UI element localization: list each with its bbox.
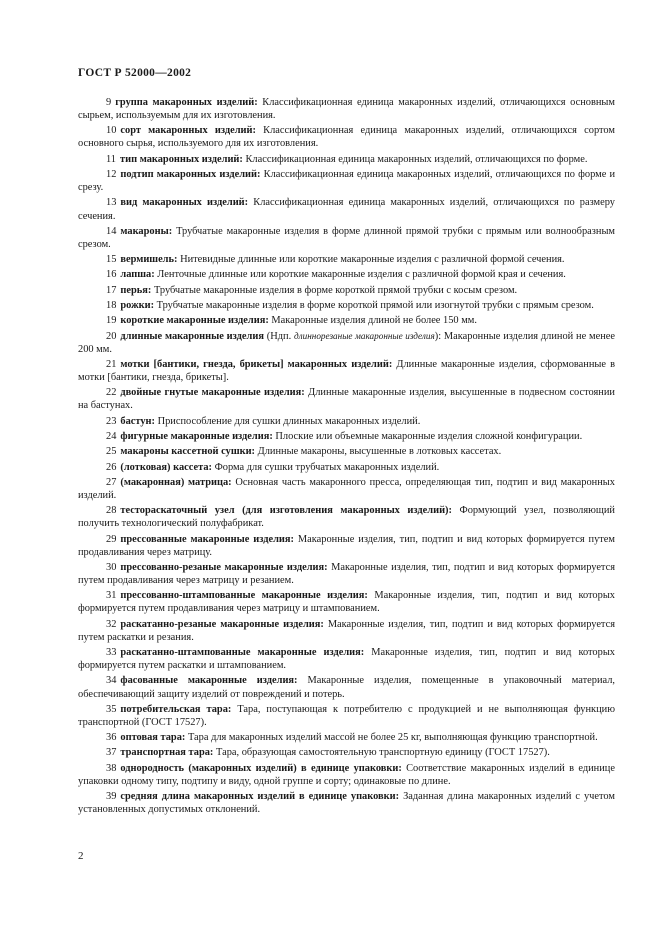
term-entry: [78, 646, 615, 672]
term-number: 11: [106, 153, 117, 165]
term-definition: Ленточные длинные или короткие макаронные изделия с различной формой края и сечения.: [154, 269, 566, 281]
term-entry: [78, 225, 615, 251]
term-entry: [78, 703, 615, 729]
term-deprecated-note: длиннорезаные макаронные изделия: [293, 330, 435, 341]
term-number: 36: [106, 732, 117, 744]
term-number: 26: [106, 461, 117, 473]
term-entry: [78, 504, 615, 530]
term-entry: [78, 790, 615, 816]
term-name: прессованно-резаные макаронные изделия:: [120, 561, 328, 573]
term-name: прессованные макаронные изделия:: [120, 533, 295, 545]
term-name: двойные гнутые макаронные изделия:: [120, 387, 305, 399]
term-definition: Тара, образующая самостоятельную транспортную единицу (ГОСТ 17527).: [213, 747, 550, 759]
term-definition: Макаронные изделия, тип, подтип и вид которых формируется путем продавливания через матрицу.: [78, 533, 615, 558]
term-number: 32: [106, 618, 117, 630]
term-entry: [78, 153, 615, 166]
term-entry: [78, 196, 615, 222]
term-entry: [78, 268, 615, 281]
term-entry: [78, 284, 615, 297]
term-name: вид макаронных изделий:: [120, 197, 249, 209]
term-entry: [78, 330, 615, 356]
term-entry: [78, 358, 615, 384]
term-definition: Макаронные изделия, тип, подтип и вид которых формируется путем раскатки и штампованием.: [78, 647, 615, 672]
term-definition: Макаронные изделия длиной не более 150 мм.: [268, 315, 477, 327]
term-name: (лотковая) кассета:: [120, 461, 212, 473]
term-definition: Макаронные изделия, тип, подтип и вид которых формируется путем продавливания через матрицу и резанием.: [78, 561, 615, 587]
term-entry: [78, 415, 615, 428]
term-number: 31: [106, 590, 117, 602]
term-number: 38: [106, 762, 117, 774]
terms-list: [78, 96, 615, 819]
term-definition: Трубчатые макаронные изделия в форме короткой прямой трубки с косым срезом.: [151, 284, 518, 296]
term-entry: [78, 746, 615, 759]
term-entry: [78, 386, 615, 412]
term-name: бастун:: [120, 415, 156, 427]
term-definition: Основная часть макаронного пресса, определяющая тип, подтип и вид макаронных изделий.: [78, 476, 615, 501]
term-number: 10: [106, 125, 117, 137]
term-entry: [78, 476, 615, 502]
term-name: (макаронная) матрица:: [120, 476, 232, 488]
term-number: 23: [106, 415, 117, 427]
term-definition: Макаронные изделия, тип, подтип и вид которых формируется путем раскатки и резания.: [78, 618, 615, 643]
term-number: 27: [106, 476, 117, 488]
term-number: 33: [106, 647, 117, 659]
term-definition: Длинные макаронные изделия, высушенные в подвесном состоянии на бастунах.: [78, 387, 615, 412]
term-number: 37: [106, 747, 117, 759]
term-name: однородность (макаронных изделий) в единице упаковки:: [120, 762, 402, 774]
term-name: раскатанно-резаные макаронные изделия:: [120, 618, 324, 630]
term-entry: [78, 762, 615, 788]
term-entry: [78, 299, 615, 312]
term-entry: [78, 618, 615, 644]
term-number: 18: [106, 300, 117, 311]
term-number: 39: [106, 791, 117, 803]
term-definition: Классификационная единица макаронных изделий, отличающихся по форме и срезу.: [78, 169, 616, 194]
term-definition: Тара, поступающая к потребителю с продукцией и не выполняющая функцию транспортной (ГОСТ 17527).: [78, 703, 615, 728]
term-number: 13: [106, 197, 117, 209]
term-definition: ): Макаронные изделия длиной не менее 200 мм.: [78, 330, 615, 355]
term-number: 12: [106, 169, 117, 181]
term-definition: Длинные макаронные изделия, сформованные в мотки [бантики, гнезда, брикеты].: [78, 358, 615, 384]
term-entry: [78, 124, 615, 150]
page-number: 2: [78, 850, 84, 862]
term-name: подтип макаронных изделий:: [120, 169, 261, 181]
term-entry: [78, 253, 615, 266]
term-number: 16: [106, 269, 117, 281]
term-number: 19: [106, 315, 117, 327]
term-number: 20: [106, 330, 117, 342]
term-entry: [78, 314, 615, 327]
term-name: длинные макаронные изделия: [120, 330, 264, 342]
term-name: транспортная тара:: [120, 747, 214, 759]
term-number: 22: [106, 387, 117, 399]
term-entry: [78, 533, 615, 559]
document-header: ГОСТ Р 52000—2002: [78, 67, 192, 79]
term-name: рожки:: [120, 300, 155, 311]
term-number: 28: [106, 505, 117, 517]
term-name: тип макаронных изделий:: [120, 153, 243, 165]
term-number: 24: [106, 430, 117, 442]
term-definition: Классификационная единица макаронных изделий, отличающихся по форме.: [242, 153, 588, 165]
term-entry: [78, 589, 615, 615]
term-name: оптовая тара:: [120, 732, 186, 744]
term-definition: Заданная длина макаронных изделий с учетом установленных допустимых отклонений.: [78, 791, 615, 816]
term-name: группа макаронных изделий:: [115, 97, 258, 108]
term-name: тестораскаточный узел (для изготовления макаронных изделий):: [120, 505, 452, 517]
term-name: перья:: [120, 284, 152, 296]
term-definition: Трубчатые макаронные изделия в форме короткой прямой или изогнутой трубки с прямым срезом.: [154, 300, 594, 311]
term-number: 29: [106, 533, 117, 545]
term-number: 15: [106, 254, 117, 266]
term-entry: [78, 731, 615, 744]
term-entry: [78, 461, 615, 474]
term-definition: Приспособление для сушки длинных макаронных изделий.: [155, 415, 421, 427]
term-name: фигурные макаронные изделия:: [120, 430, 273, 442]
term-number: 17: [106, 284, 117, 296]
term-number: 9: [106, 97, 112, 108]
term-entry: [78, 445, 615, 458]
term-name: мотки [бантики, гнезда, брикеты] макаронных изделий:: [120, 358, 393, 370]
term-name: макароны кассетной сушки:: [120, 446, 256, 458]
term-number: 30: [106, 561, 117, 573]
term-name: потребительская тара:: [120, 703, 232, 715]
term-definition: Макаронные изделия, тип, подтип и вид которых формируется путем продавливания через матрицу и штампованием.: [78, 590, 615, 615]
term-note-prefix: (Ндп.: [263, 330, 294, 342]
term-name: сорт макаронных изделий:: [120, 125, 256, 137]
term-definition: Классификационная единица макаронных изделий, отличающихся сортом основного сырья, используемого для их изготовления.: [78, 125, 615, 150]
term-definition: Тара для макаронных изделий массой не более 25 кг, выполняющая функцию транспортной.: [185, 732, 598, 744]
term-number: 25: [106, 446, 117, 458]
term-name: раскатанно-штампованные макаронные изделия:: [120, 647, 365, 659]
term-definition: Форма для сушки трубчатых макаронных изделий.: [212, 461, 440, 473]
term-name: вермишель:: [120, 254, 178, 266]
term-definition: Соответствие макаронных изделий в единице упаковки одному типу, подтипу и виду, одной группе и сорту; одинаковые по длине.: [78, 762, 615, 787]
term-name: прессованно-штампованные макаронные изделия:: [120, 590, 368, 602]
term-number: 34: [106, 675, 117, 687]
term-name: фасованные макаронные изделия:: [120, 675, 298, 687]
term-name: макароны:: [120, 225, 173, 237]
term-name: короткие макаронные изделия:: [120, 315, 269, 327]
term-definition: Макаронные изделия, помещенные в упаковочный материал, обеспечивающий защиту изделий от повреждений и потерь.: [78, 675, 615, 700]
term-name: средняя длина макаронных изделий в единице упаковки:: [120, 791, 400, 803]
term-definition: Плоские или объемные макаронные изделия сложной конфигурации.: [272, 430, 583, 442]
term-definition: Формующий узел, позволяющий получить технологический полуфабрикат.: [78, 505, 615, 530]
term-entry: [78, 430, 615, 443]
term-entry: [78, 96, 615, 122]
term-definition: Длинные макароны, высушенные в лотковых кассетах.: [255, 446, 502, 458]
term-number: 35: [106, 703, 117, 715]
term-definition: Классификационная единица макаронных изделий, отличающихся по размеру сечения.: [78, 197, 615, 222]
term-definition: Трубчатые макаронные изделия в форме длинной прямой трубки с прямым или волнообразным срезом.: [78, 225, 615, 250]
term-number: 14: [106, 225, 117, 237]
term-entry: [78, 561, 615, 587]
term-definition: Классификационная единица макаронных изделий, отличающихся основным сырьем, используемым для их изготовления.: [78, 97, 615, 122]
term-number: 21: [106, 358, 117, 370]
term-entry: [78, 674, 615, 700]
term-definition: Нитевидные длинные или короткие макаронные изделия с различной формой сечения.: [177, 254, 565, 266]
term-entry: [78, 168, 615, 194]
term-name: лапша:: [120, 269, 155, 281]
